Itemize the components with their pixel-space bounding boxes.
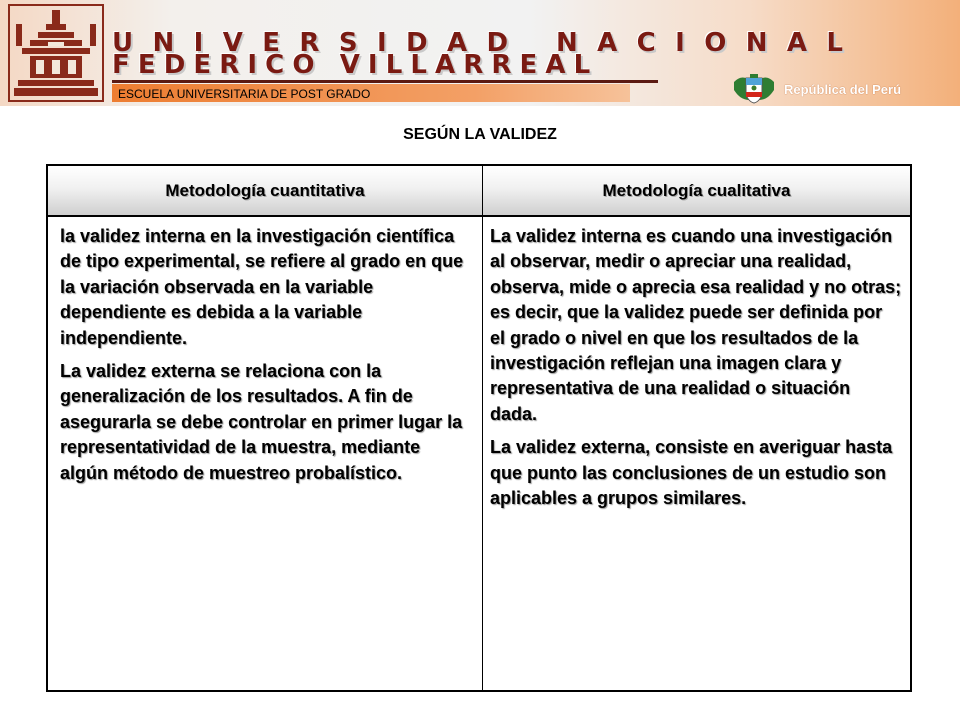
university-name-line2: FEDERICO VILLARREAL bbox=[112, 50, 599, 80]
paragraph-validez-interna-cuantitativa: la validez interna en la investigación científica de tipo experimental, se refiere al grado en que la variación observada en la variable dependiente es debida a la variable independiente. bbox=[60, 226, 464, 348]
page-title: SEGÚN LA VALIDEZ bbox=[403, 126, 557, 143]
header-divider bbox=[112, 80, 658, 83]
paragraph-validez-externa-cualitativa: La validez externa, consiste en averiguar hasta que punto las conclusiones de un estudio son aplicables a grupos similares. bbox=[490, 437, 893, 509]
country-label: República del Perú bbox=[784, 81, 902, 97]
column-header-cualitativa: Metodología cualitativa bbox=[602, 180, 791, 200]
paragraph-validez-interna-cualitativa: La validez interna es cuando una investigación al observar, medir o apreciar una realidad, observa, mide o aprecia esa realidad y no otras; es decir, que la validez puede ser definida por el grado o nivel en que los resultados de la investigación reflejan una imagen clara y representativa de una realidad o situación dada. bbox=[490, 226, 902, 424]
paragraph-validez-externa-cuantitativa: La validez externa se relaciona con la generalización de los resultados. A fin de asegurarla se debe controlar en primer lugar la representatividad de la muestra, mediante algún método de muestreo probalístico. bbox=[60, 361, 463, 483]
column-header-cuantitativa: Metodología cuantitativa bbox=[165, 180, 365, 200]
country-badge bbox=[730, 74, 960, 104]
university-crest-icon bbox=[8, 4, 104, 102]
comparison-table bbox=[46, 164, 912, 692]
cell-cuantitativa bbox=[60, 224, 470, 494]
university-name-line1: UNIVERSIDAD NACIONAL bbox=[112, 28, 863, 58]
peru-coat-of-arms-icon bbox=[730, 74, 778, 104]
cell-cualitativa bbox=[490, 224, 902, 519]
header-banner bbox=[0, 0, 960, 106]
column-divider bbox=[482, 166, 483, 690]
school-name: ESCUELA UNIVERSITARIA DE POST GRADO bbox=[118, 87, 371, 101]
